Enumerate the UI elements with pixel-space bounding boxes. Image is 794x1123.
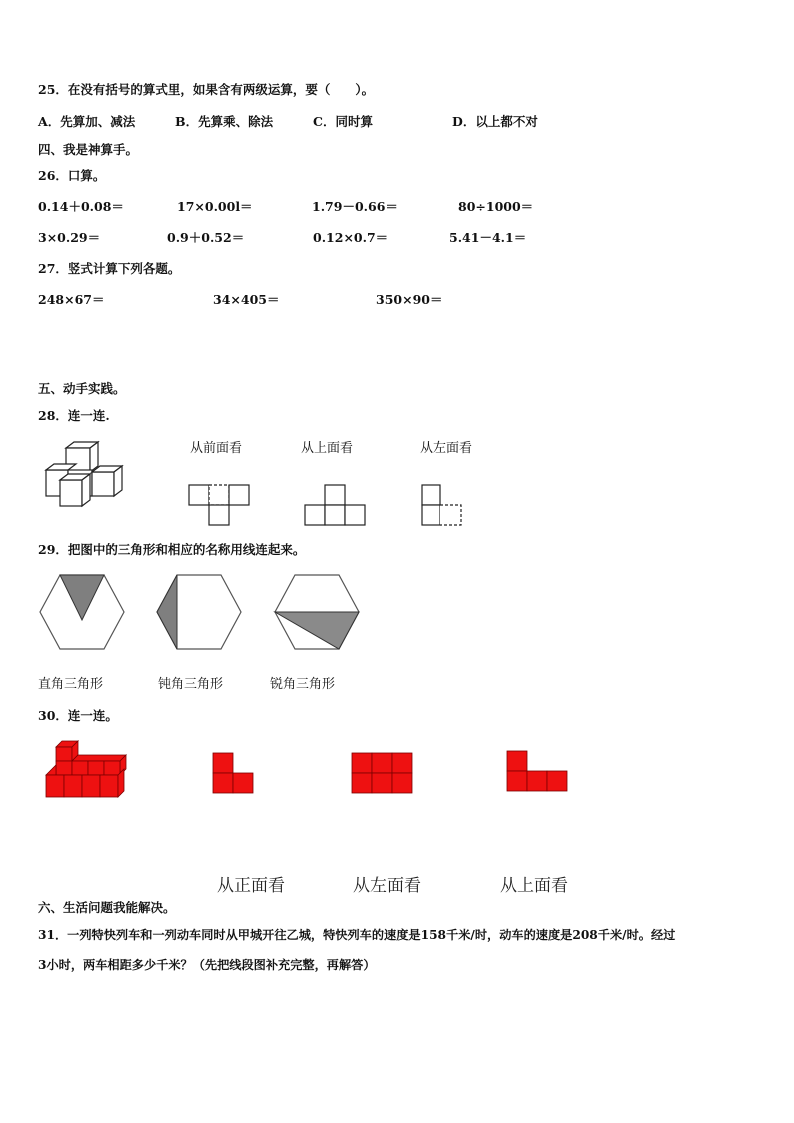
q25-stem: 25．在没有括号的算式里，如果含有两级运算，要（ ）。 [38,82,375,97]
q28-view-figure-2 [304,484,368,526]
q30-stem: 30．连一连。 [38,708,118,723]
q28-view-figure-3 [421,484,465,526]
q30-red-view-3 [506,750,570,792]
q31-text-line2: 3小时，两车相距多少千米？（先把线段图补充完整，再解答） [38,958,376,972]
section5-title: 五、动手实践。 [38,381,126,396]
section6-title: 六、生活问题我能解决。 [38,900,176,915]
q25-option-b: B．先算乘、除法 [175,114,274,129]
q28-view-top: 从上面看 [301,441,354,456]
q26-item-7: 0.12×0.7＝ [313,230,389,245]
q30-view-top: 从上面看 [500,876,568,896]
q30-red-view-2 [351,752,413,794]
q29-name-acute: 锐角三角形 [270,677,336,692]
q25-option-d: D．以上都不对 [452,114,538,129]
q28-stem: 28．连一连. [38,408,110,423]
section4-title: 四、我是神算手。 [38,142,139,157]
q27-item-3: 350×90＝ [376,292,443,307]
q27-item-2: 34×405＝ [213,292,280,307]
q26-item-6: 0.9＋0.52＝ [167,230,245,245]
q30-view-front: 从正面看 [217,876,285,896]
q25-option-c: C．同时算 [313,114,373,129]
q29-name-obtuse: 钝角三角形 [158,677,224,692]
q26-item-5: 3×0.29＝ [38,230,101,245]
q29-hexagon-2 [155,574,243,650]
q30-red-view-1 [212,752,256,794]
q29-hexagon-1 [38,574,126,650]
q31-text-line1: 31．一列特快列车和一列动车同时从甲城开往乙城，特快列车的速度是158千米/时，动车的速度是208千米/时。经过 [38,928,676,942]
q26-item-4: 80÷1000＝ [458,199,534,214]
q26-item-2: 17×0.00l＝ [177,199,253,214]
q26-item-8: 5.41－4.1＝ [449,230,527,245]
q27-item-1: 248×67＝ [38,292,105,307]
q29-name-right: 直角三角形 [38,677,104,692]
q30-red-cube-figure [46,740,128,800]
q26-stem: 26．口算。 [38,168,106,183]
q28-view-figure-1 [188,484,252,526]
q29-stem: 29．把图中的三角形和相应的名称用线连起来。 [38,542,306,557]
q27-stem: 27．竖式计算下列各题。 [38,261,181,276]
q26-item-1: 0.14＋0.08＝ [38,199,124,214]
q28-view-front: 从前面看 [190,441,243,456]
q28-cube-figure [44,442,144,508]
q30-view-left: 从左面看 [353,876,421,896]
q26-item-3: 1.79－0.66＝ [312,199,398,214]
q25-option-a: A．先算加、减法 [38,114,136,129]
q29-hexagon-3 [273,574,361,650]
q28-view-left: 从左面看 [420,441,473,456]
